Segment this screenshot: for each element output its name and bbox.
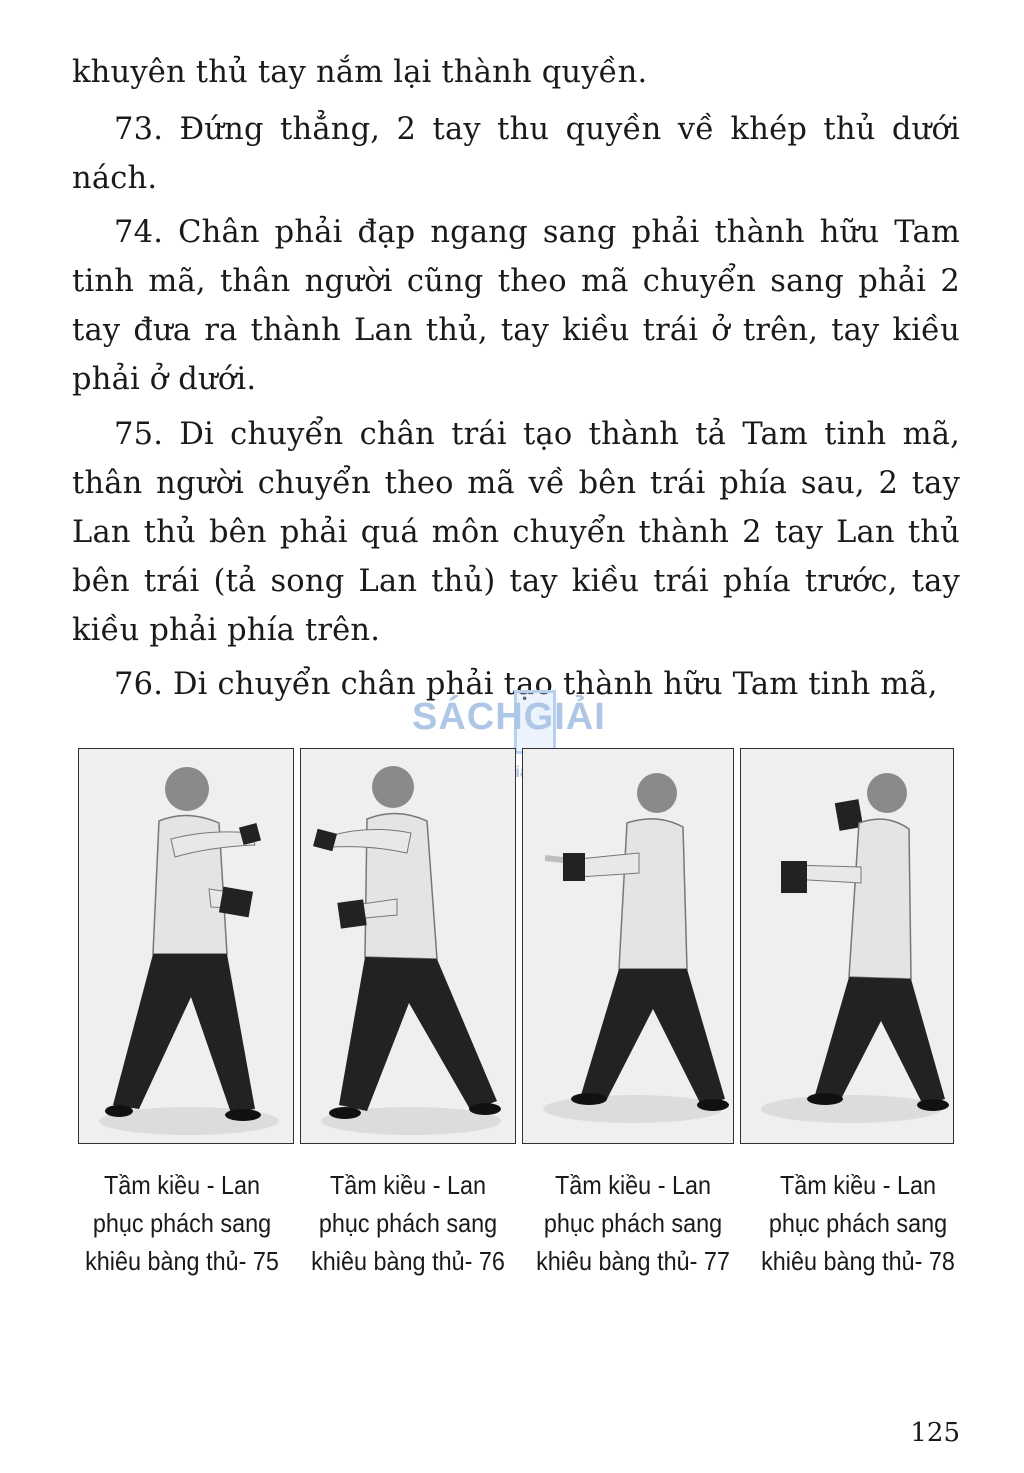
martial-artist-illustration xyxy=(79,749,293,1143)
figure-photo-77 xyxy=(522,748,734,1144)
paragraph-step-74: 74. Chân phải đạp ngang sang phải thành hữu Tam tinh mã, thân người cũng theo mã chuyển sang phải 2 tay đưa ra thành Lan thủ, tay kiều trái ở trên, tay kiều phải ở dưới. xyxy=(72,215,960,397)
page-number: 125 xyxy=(910,1418,960,1448)
figure-caption-77: Tầm kiều - Lan phục phách sang khiêu bàng thủ- 77 xyxy=(536,1170,730,1276)
martial-artist-illustration xyxy=(301,749,515,1143)
watermark-logo: SÁCHGIẢI xyxy=(412,696,606,738)
figure-photo-75 xyxy=(78,748,294,1144)
martial-artist-illustration xyxy=(741,749,953,1143)
figure-caption-75: Tầm kiều - Lan phục phách sang khiêu bàng thủ- 75 xyxy=(85,1170,279,1276)
paragraph-step-73: 73. Đứng thẳng, 2 tay thu quyền về khép thủ dưới nách. xyxy=(72,112,960,196)
paragraph-continuation: khuyên thủ tay nắm lại thành quyền. xyxy=(72,55,648,90)
figure-photo-76 xyxy=(300,748,516,1144)
figure-caption-78: Tầm kiều - Lan phục phách sang khiêu bàng thủ- 78 xyxy=(761,1170,955,1276)
martial-artist-illustration xyxy=(523,749,733,1143)
paragraph-step-76: 76. Di chuyển chân phải tạo thành hữu Tam tinh mã, xyxy=(114,667,938,702)
figure-photo-78 xyxy=(740,748,954,1144)
figure-caption-76: Tầm kiều - Lan phục phách sang khiêu bàng thủ- 76 xyxy=(311,1170,505,1276)
paragraph-step-75: 75. Di chuyển chân trái tạo thành tả Tam tinh mã, thân người chuyển theo mã về bên trái phía sau, 2 tay Lan thủ bên phải quá môn chuyển thành 2 tay Lan thủ bên trái (tả song Lan thủ) tay kiều trái phía trước, tay kiều phải phía trên. xyxy=(72,417,960,648)
